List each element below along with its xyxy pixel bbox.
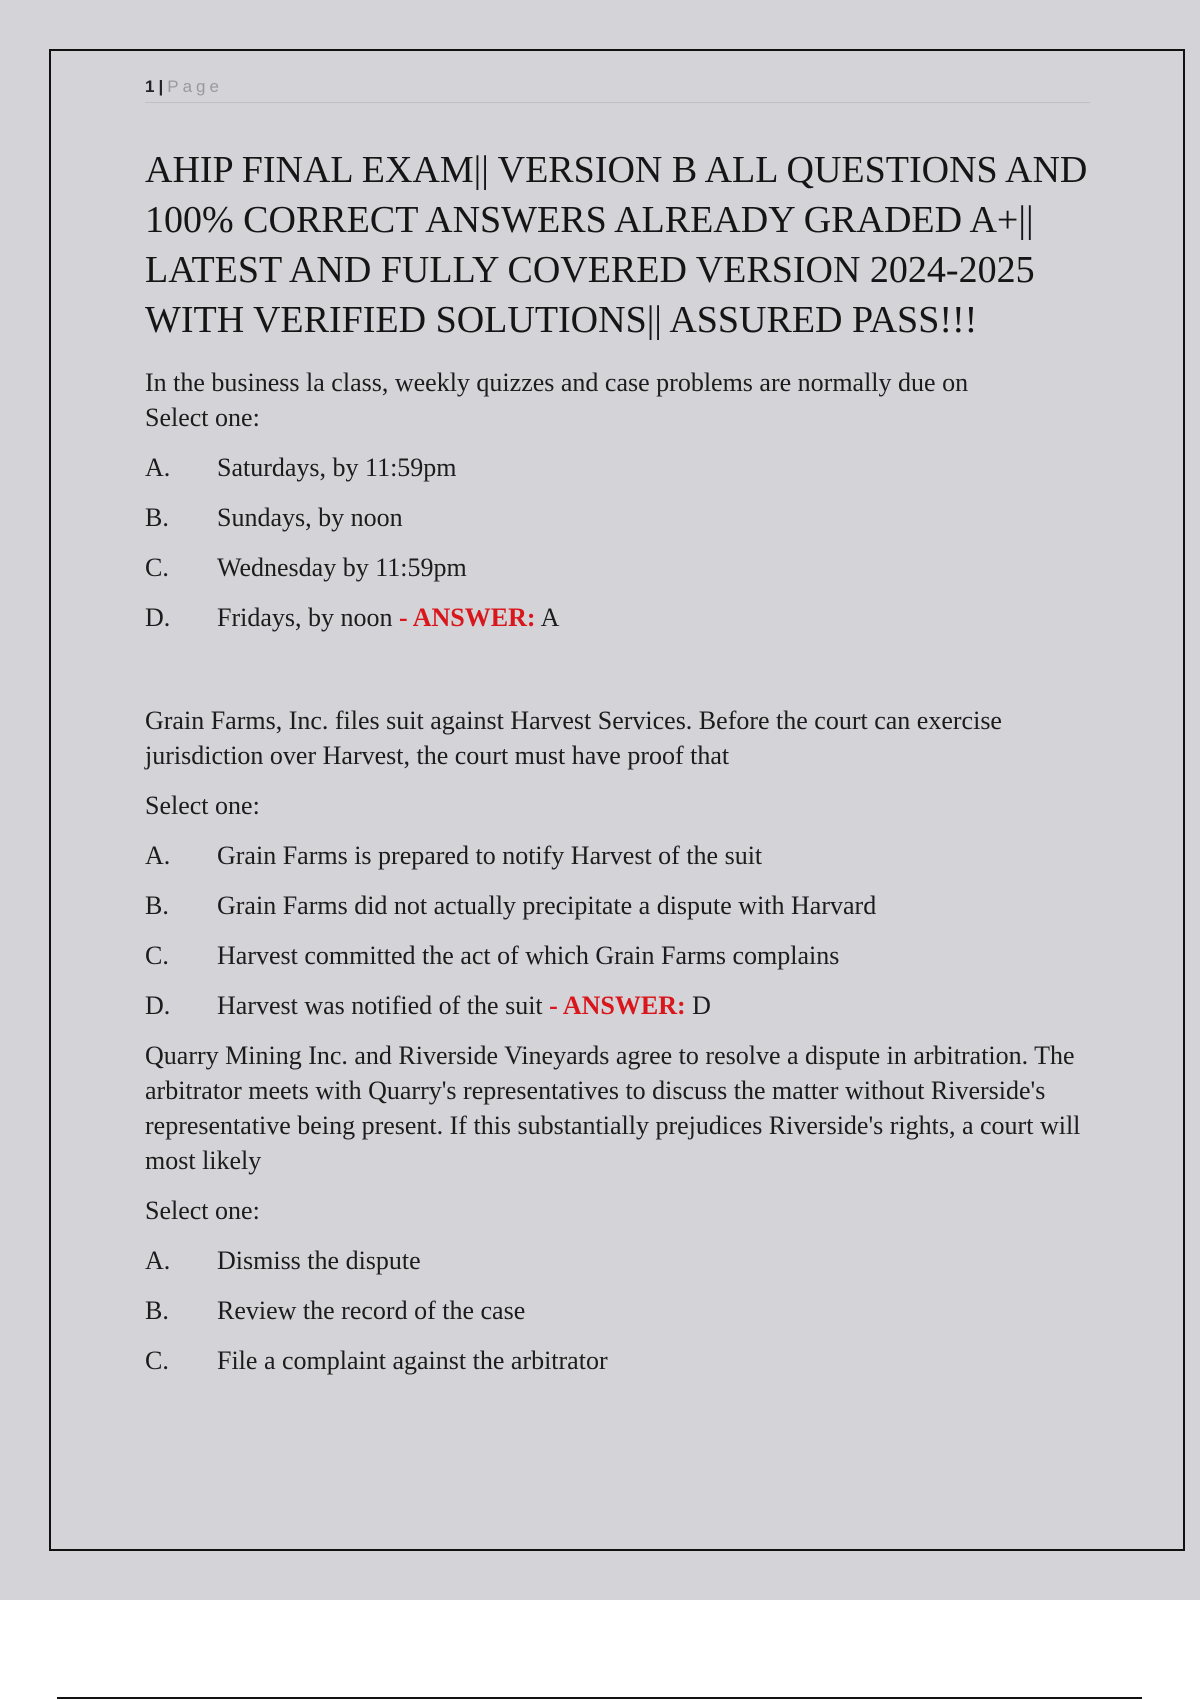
option-c [145, 550, 1090, 585]
option-letter: A. [145, 841, 171, 870]
option-letter: C. [145, 553, 169, 582]
page-header [145, 74, 1090, 103]
option-d [145, 600, 1090, 635]
question-text: Quarry Mining Inc. and Riverside Vineyards agree to resolve a dispute in arbitration. The arbitrator meets with Quarry's representatives to discuss the matter without Riverside's representative being present. If this substantially prejudices Riverside's rights, a court will most likely [145, 1041, 1081, 1175]
question-3 [145, 1038, 1090, 1378]
option-a [145, 838, 1090, 873]
option-b [145, 888, 1090, 923]
option-text: Grain Farms did not actually precipitate a dispute with Harvard [217, 891, 877, 920]
answer-value: A [540, 603, 560, 632]
option-letter: C. [145, 1346, 169, 1375]
option-letter: D. [145, 991, 171, 1020]
option-text: Dismiss the dispute [217, 1246, 421, 1275]
option-letter: A. [145, 1246, 171, 1275]
select-one-label: Select one: [145, 791, 260, 820]
option-text: Harvest was notified of the suit - ANSWER: D [217, 991, 711, 1020]
option-letter: B. [145, 891, 169, 920]
option-text: Wednesday by 11:59pm [217, 553, 467, 582]
question-2 [145, 703, 1090, 1023]
page-number: 1 [145, 77, 155, 96]
question-text: Grain Farms, Inc. files suit against Harvest Services. Before the court can exercise jurisdiction over Harvest, the court must have proof that [145, 706, 1002, 770]
option-d [145, 988, 1090, 1023]
select-one-label: Select one: [145, 1196, 260, 1225]
option-a [145, 1243, 1090, 1278]
option-letter: D. [145, 603, 171, 632]
option-letter: B. [145, 1296, 169, 1325]
option-text: Saturdays, by 11:59pm [217, 453, 457, 482]
option-letter: B. [145, 503, 169, 532]
option-text: Sundays, by noon [217, 503, 403, 532]
option-b [145, 500, 1090, 535]
option-text: Harvest committed the act of which Grain Farms complains [217, 941, 840, 970]
page-label: Page [167, 77, 223, 96]
answer-label: - ANSWER: [549, 991, 686, 1020]
document-content [145, 145, 1090, 1378]
document-title: AHIP FINAL EXAM|| VERSION B ALL QUESTIONS AND 100% CORRECT ANSWERS ALREADY GRADED A+|| LATEST AND FULLY COVERED VERSION 2024-2025 WITH VERIFIED SOLUTIONS|| ASSURED PASS!!! [145, 149, 1088, 341]
option-text: Fridays, by noon - ANSWER: A [217, 603, 560, 632]
option-text: File a complaint against the arbitrator [217, 1346, 608, 1375]
question-text: In the business la class, weekly quizzes and case problems are normally due on [145, 368, 969, 397]
option-a [145, 450, 1090, 485]
option-text: Review the record of the case [217, 1296, 526, 1325]
option-letter: C. [145, 941, 169, 970]
answer-label: - ANSWER: [399, 603, 536, 632]
option-letter: A. [145, 453, 171, 482]
bottom-divider [57, 1697, 1142, 1699]
answer-value: D [692, 991, 711, 1020]
question-1 [145, 365, 1090, 635]
header-separator: | [158, 77, 164, 96]
option-c [145, 938, 1090, 973]
select-one-label: Select one: [145, 403, 260, 432]
option-text: Grain Farms is prepared to notify Harvest of the suit [217, 841, 763, 870]
option-c [145, 1343, 1090, 1378]
option-b [145, 1293, 1090, 1328]
